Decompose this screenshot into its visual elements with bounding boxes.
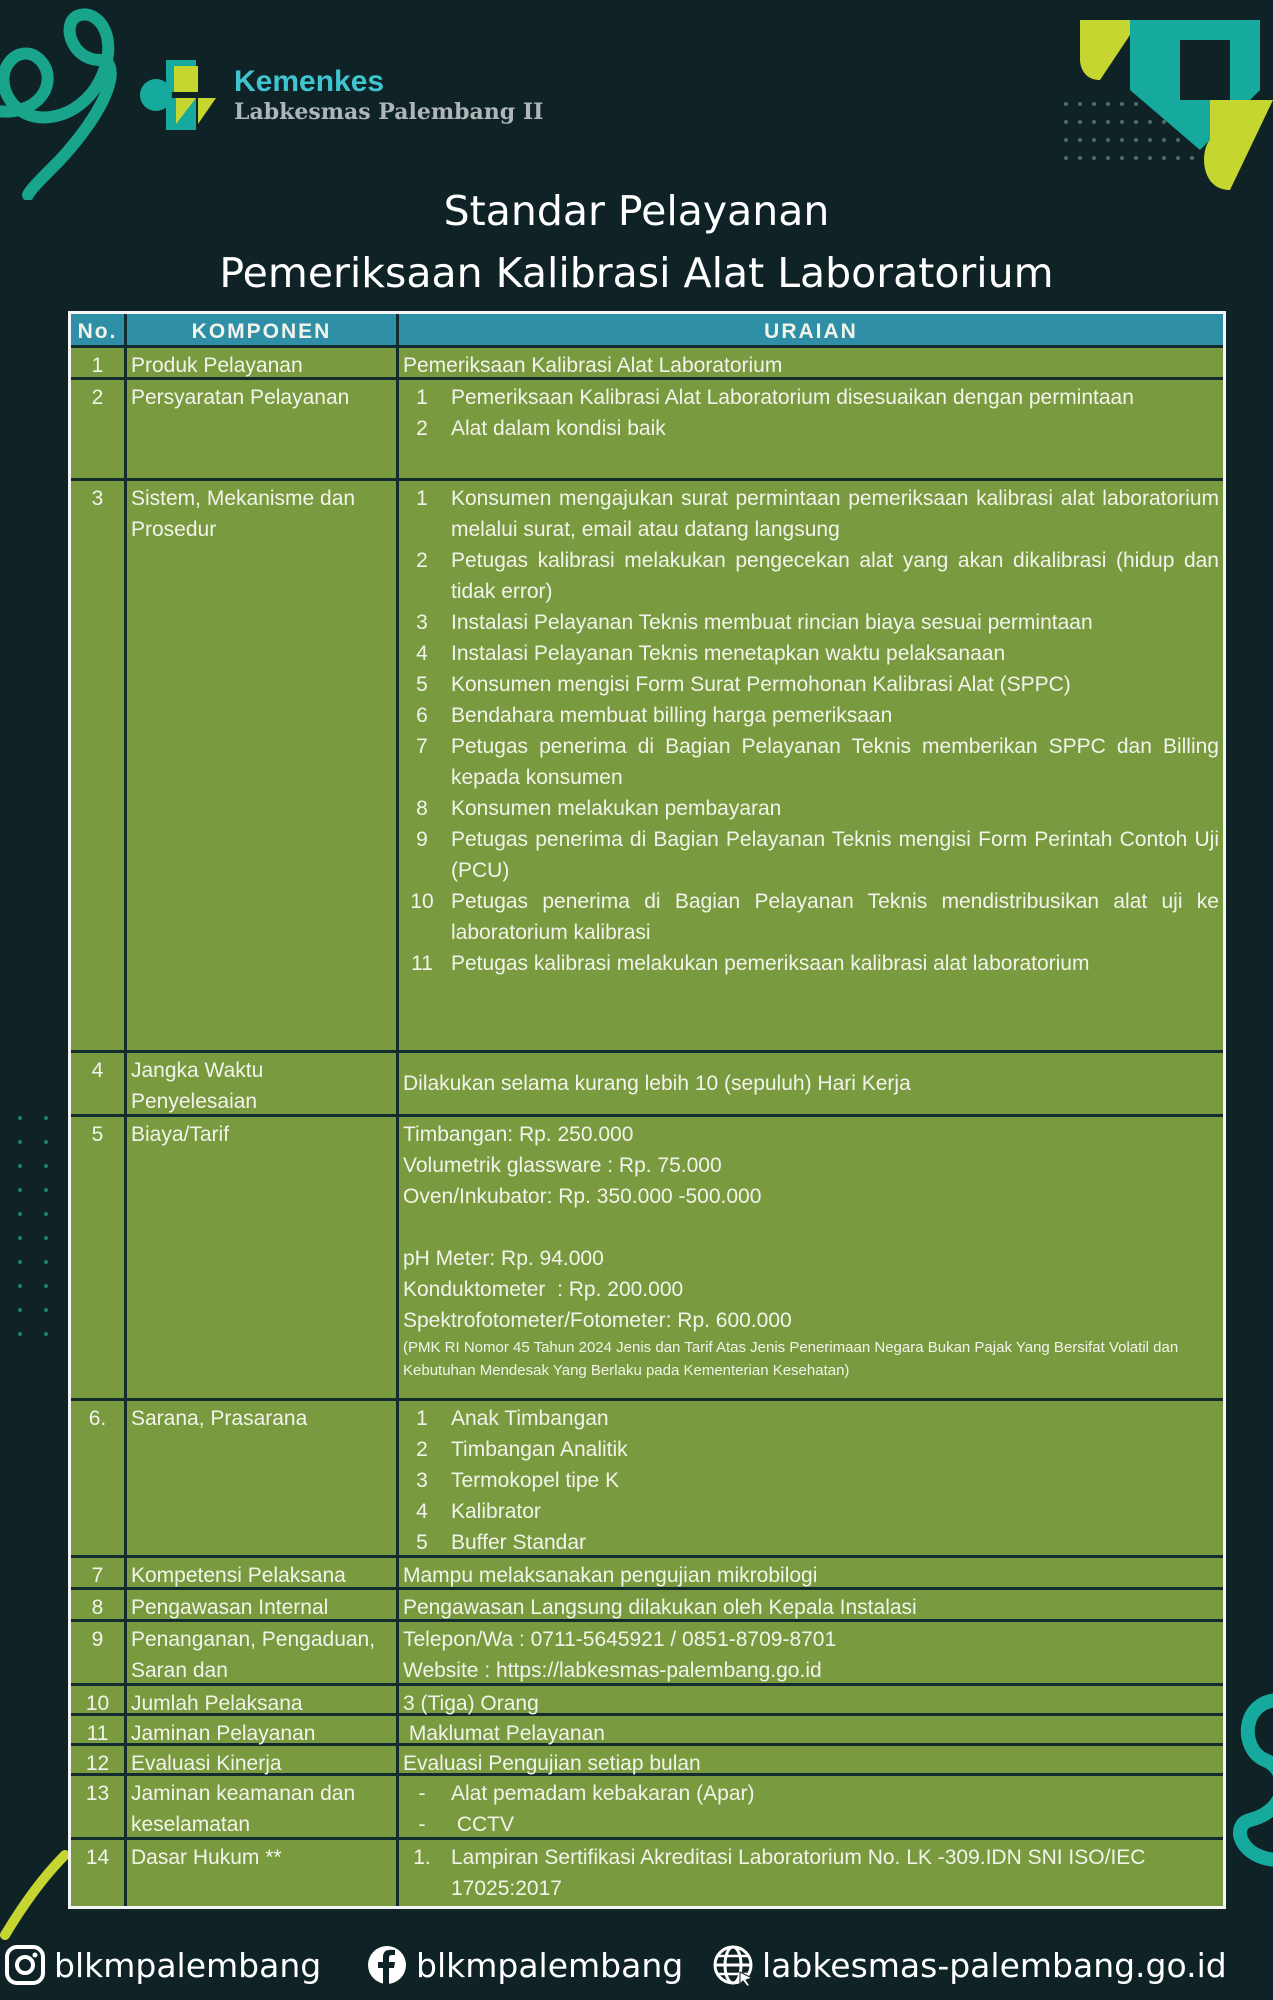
header-no: No. [71, 314, 127, 345]
row-uraian: Maklumat Pelayanan [403, 1722, 605, 1745]
tariff-line: pH Meter: Rp. 94.000 [403, 1247, 604, 1271]
list-item: 2 Timbangan Analitik [416, 1438, 628, 1461]
footer [0, 1944, 1273, 1994]
table-row [71, 1053, 1223, 1117]
list-item: 7 Petugas penerima di Bagian Pelayanan Teknis memberikan SPPC dan Billing kepada konsumen [416, 735, 1219, 790]
row-no: 10 [71, 1686, 127, 1713]
table-row [71, 481, 1223, 1053]
row-uraian [399, 1401, 1223, 1555]
list-item: 2 Petugas kalibrasi melakukan pengecekan alat yang akan dikalibrasi (hidup dan tidak error) [416, 549, 1219, 604]
list-item: 10 Petugas penerima di Bagian Pelayanan Teknis mendistribusikan alat uji ke laboratorium kalibrasi [410, 890, 1219, 945]
list-item: 3 Termokopel tipe K [416, 1469, 620, 1492]
tariff-spacer [403, 1212, 1219, 1243]
row-no: 13 [71, 1776, 127, 1837]
table-row [71, 1401, 1223, 1558]
row-komponen: Biaya/Tarif [127, 1117, 399, 1398]
row-uraian [399, 1117, 1223, 1398]
row-uraian [399, 1840, 1223, 1906]
row-komponen: Kompetensi Pelaksana [127, 1558, 399, 1587]
table-row [71, 1622, 1223, 1686]
row-uraian: Dilakukan selama kurang lebih 10 (sepuluh) Hari Kerja [403, 1072, 911, 1096]
service-standard-table [68, 311, 1226, 1909]
table-row [71, 1776, 1223, 1840]
table-row [71, 1746, 1223, 1776]
table-row [71, 1558, 1223, 1590]
row-no: 9 [71, 1622, 127, 1683]
row-no: 5 [71, 1117, 127, 1398]
tariff-line: Oven/Inkubator: Rp. 350.000 -500.000 [403, 1185, 762, 1209]
row-uraian: Pengawasan Langsung dilakukan oleh Kepala Instalasi [403, 1596, 917, 1619]
regulation-note: (PMK RI Nomor 45 Tahun 2024 Jenis dan Tarif Atas Jenis Penerimaan Negara Bukan Pajak Yang Bersifat Volatil dan Kebutuhan Mendesak Yang Berlaku pada Kementerian Kesehatan) [403, 1339, 1179, 1380]
header-komponen: KOMPONEN [127, 314, 399, 345]
row-komponen: Dasar Hukum ** [127, 1840, 399, 1906]
row-uraian [399, 380, 1223, 478]
table-header-row [71, 314, 1223, 348]
table-row [71, 380, 1223, 481]
website-url: labkesmas-palembang.go.id [762, 1945, 1227, 1985]
list-item: 11 Petugas kalibrasi melakukan pemeriksaan kalibrasi alat laboratorium [411, 952, 1090, 976]
list-item: 9 Petugas penerima di Bagian Pelayanan Teknis mengisi Form Perintah Contoh Uji (PCU) [416, 828, 1219, 883]
list-item: 1 Anak Timbangan [416, 1407, 609, 1430]
row-no: 6. [71, 1401, 127, 1555]
table-row [71, 1590, 1223, 1622]
list-item: 5 Konsumen mengisi Form Surat Permohonan Kalibrasi Alat (SPPC) [416, 673, 1071, 697]
list-item: 1 Pemeriksaan Kalibrasi Alat Laboratorium disesuaikan dengan permintaan [416, 386, 1134, 409]
row-uraian: Mampu melaksanakan pengujian mikrobilogi [403, 1564, 818, 1587]
row-komponen: Evaluasi Kinerja [127, 1746, 399, 1773]
row-komponen: Penanganan, Pengaduan, Saran dan [127, 1622, 399, 1683]
row-no: 7 [71, 1558, 127, 1587]
row-uraian: 3 (Tiga) Orang [403, 1692, 539, 1715]
list-item: 6 Bendahara membuat billing harga pemeriksaan [416, 704, 893, 728]
list-item: 8 Konsumen melakukan pembayaran [416, 797, 782, 821]
row-no: 3 [71, 481, 127, 1050]
row-no: 12 [71, 1746, 127, 1773]
row-no: 1 [71, 348, 127, 377]
list-item: 2 Alat dalam kondisi baik [416, 417, 666, 440]
brand-subtitle: Labkesmas Palembang II [234, 99, 544, 125]
row-uraian: Pemeriksaan Kalibrasi Alat Laboratorium [403, 354, 783, 377]
globe-icon [712, 1944, 754, 1986]
list-item: 5 Buffer Standar [416, 1531, 587, 1554]
row-no: 4 [71, 1053, 127, 1114]
row-komponen: Persyaratan Pelayanan [127, 380, 399, 478]
facebook-link[interactable] [366, 1944, 683, 1986]
bottom-right-swirl-decoration [1220, 1690, 1273, 1940]
title-line-1: Standar Pelayanan [443, 187, 830, 235]
table-row [71, 348, 1223, 380]
list-item: - Alat pemadam kebakaran (Apar) [418, 1782, 755, 1805]
row-komponen: Jangka Waktu Penyelesaian [127, 1053, 399, 1114]
kemenkes-logo-icon [136, 52, 220, 138]
row-komponen: Produk Pelayanan [127, 348, 399, 377]
list-item: 4 Instalasi Pelayanan Teknis menetapkan waktu pelaksanaan [416, 642, 1006, 666]
row-uraian [399, 481, 1223, 1050]
page-title [0, 180, 1273, 304]
tariff-line: Timbangan: Rp. 250.000 [403, 1123, 634, 1147]
title-line-2: Pemeriksaan Kalibrasi Alat Laboratorium [219, 249, 1054, 297]
list-item: 1 Konsumen mengajukan surat permintaan pemeriksaan kalibrasi alat laboratorium melalui surat, email atau datang langsung [416, 487, 1219, 542]
list-item: 1. Lampiran Sertifikasi Akreditasi Laboratorium No. LK -309.IDN SNI ISO/IEC 17025:2017 [413, 1846, 1146, 1900]
website-link[interactable] [712, 1944, 1227, 1986]
contact-phone: Telepon/Wa : 0711-5645921 / 0851-8709-8701 [403, 1628, 837, 1651]
list-item: - CCTV [418, 1813, 514, 1836]
instagram-handle: blkmpalembang [54, 1945, 322, 1985]
bottom-left-leaf-decoration [0, 1850, 70, 1940]
instagram-link[interactable] [4, 1944, 321, 1986]
row-komponen: Jaminan Pelayanan [127, 1716, 399, 1743]
list-item: 4 Kalibrator [416, 1500, 541, 1523]
row-komponen: Sistem, Mekanisme dan Prosedur [127, 481, 399, 1050]
row-no: 11 [71, 1716, 127, 1743]
row-no: 14 [71, 1840, 127, 1906]
row-uraian [399, 1776, 1223, 1837]
header-uraian: URAIAN [764, 320, 858, 343]
facebook-handle: blkmpalembang [416, 1945, 684, 1985]
teal-swirl-decoration [0, 0, 130, 200]
table-row [71, 1117, 1223, 1401]
corner-shapes-decoration [1060, 0, 1273, 210]
facebook-icon [366, 1944, 408, 1986]
tariff-line: Spektrofotometer/Fotometer: Rp. 600.000 [403, 1309, 792, 1333]
table-row [71, 1840, 1223, 1906]
row-no: 2 [71, 380, 127, 478]
table-row [71, 1686, 1223, 1716]
row-uraian: Evaluasi Pengujian setiap bulan [403, 1752, 701, 1775]
row-no: 8 [71, 1590, 127, 1619]
row-komponen: Jumlah Pelaksana [127, 1686, 399, 1713]
row-komponen: Jaminan keamanan dan keselamatan [127, 1776, 399, 1837]
row-komponen: Pengawasan Internal [127, 1590, 399, 1619]
row-uraian [399, 1622, 1223, 1683]
brand-name: Kemenkes [234, 65, 385, 98]
contact-website: Website : https://labkesmas-palembang.go.id [403, 1659, 822, 1682]
instagram-icon [4, 1944, 46, 1986]
dot-column-decoration [0, 1108, 56, 1358]
table-row [71, 1716, 1223, 1746]
tariff-line: Konduktometer : Rp. 200.000 [403, 1278, 684, 1302]
row-komponen: Sarana, Prasarana [127, 1401, 399, 1555]
list-item: 3 Instalasi Pelayanan Teknis membuat rincian biaya sesuai permintaan [416, 611, 1093, 635]
tariff-line: Volumetrik glassware : Rp. 75.000 [403, 1154, 722, 1178]
kemenkes-logo [136, 52, 543, 138]
